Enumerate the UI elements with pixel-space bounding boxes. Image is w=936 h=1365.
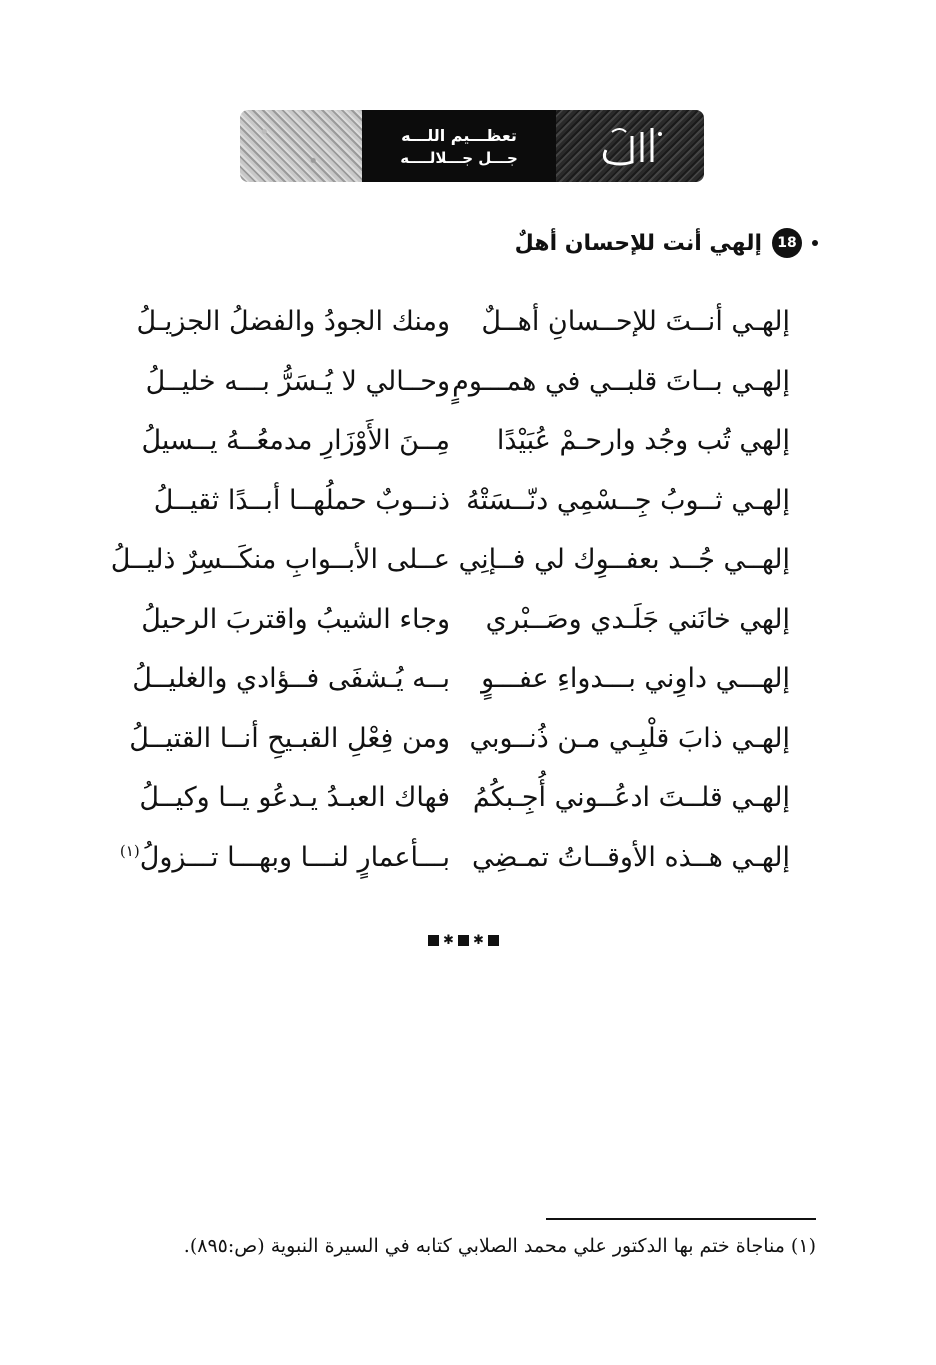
section-number-badge: 18 xyxy=(772,228,802,258)
poem-verse xyxy=(119,828,790,888)
verse-first-hemistich: إلهـي هــذه الأوقــاتُ تمـضِي xyxy=(472,841,790,873)
poem-verse xyxy=(132,649,790,709)
banner-decoration-right xyxy=(556,110,704,182)
allah-calligraphy-icon xyxy=(590,122,670,170)
poem-verse xyxy=(150,471,790,531)
poem-verse xyxy=(136,292,790,352)
poem-verse xyxy=(141,590,790,650)
verse-second-hemistich: ومن فِعْلِ القبـيحِ أنــا القتيــلُ xyxy=(129,722,450,754)
banner-decoration-left xyxy=(240,110,362,182)
section-separator xyxy=(428,935,499,946)
verse-second-hemistich: ذنــوبٌ حملُهــا أبــدًا ثقيــلُ xyxy=(153,484,450,516)
footnote-reference[interactable]: (١) xyxy=(119,841,140,860)
verse-second-hemistich: عــلى الأبــوابِ منكَــسِرٌ ذليــلُ xyxy=(110,544,450,576)
separator-star-icon: ✱ xyxy=(443,933,454,948)
separator-star-icon: ✱ xyxy=(473,933,484,948)
poem-verse xyxy=(129,709,790,769)
poem-verse xyxy=(145,352,790,412)
banner-title-line2: جـــل جـــلالــــه xyxy=(400,148,518,167)
verse-second-hemistich: وجاء الشيبُ واقتربَ الرحيلُ xyxy=(141,603,450,635)
verse-second-hemistich: بــه يُـشفَى فــؤادي والغليــلُ xyxy=(132,663,450,695)
verse-second-hemistich xyxy=(119,841,450,873)
verse-second-hemistich: ومنك الجودُ والفضلُ الجزيـلُ xyxy=(136,306,450,338)
poem-verse xyxy=(141,411,790,471)
separator-square xyxy=(488,935,499,946)
section-title: إلهي أنت للإحسان أهلٌ xyxy=(514,230,762,256)
banner-title-line1: تعظـــيم اللـــه xyxy=(401,125,517,145)
poem-verse xyxy=(139,768,790,828)
banner-title xyxy=(362,110,556,182)
verse-first-hemistich: إلهي خانَني جَلَـدي وصَــبْري xyxy=(485,603,790,635)
verse-first-hemistich: إلهـي ثــوبُ جِــسْمِي دنّــسَتْهُ xyxy=(466,484,790,516)
chapter-banner xyxy=(240,110,704,182)
verse-first-hemistich: إلهي تُب وجُد وارحـمْ عُبَيْدًا xyxy=(496,425,790,457)
poem xyxy=(110,292,790,887)
heading-dot xyxy=(812,240,818,246)
verse-first-hemistich: إلهـي قلــتَ ادعُــوني أُجِـبكُمُ xyxy=(472,782,790,814)
section-heading xyxy=(515,228,818,258)
separator-square xyxy=(458,935,469,946)
footnote: (١) مناجاة ختم بها الدكتور علي محمد الصلابي كتابه في السيرة النبوية (ص:٨٩٥). xyxy=(183,1235,816,1257)
verse-first-hemistich: إلهـي أنــتَ للإحــسانِ أهــلٌ xyxy=(481,306,790,338)
verse-first-hemistich: إلهـي ذابَ قلْبِـي مـن ذُنــوبي xyxy=(469,722,790,754)
verse-second-hemistich: مِــنَ الأَوْزَارِ مدمعُــهُ يــسيلُ xyxy=(141,425,450,457)
footnote-divider xyxy=(546,1218,816,1220)
verse-second-hemistich-text: بـــأعمارٍ لنـــا وبهـــا تـــزولُ xyxy=(139,841,450,873)
verse-first-hemistich: إلهـي بــاتَ قلبــي في همـــومٍ xyxy=(452,365,790,397)
verse-second-hemistich: وحــالي لا يُـسَرُّ بـــه خليــلُ xyxy=(145,365,450,397)
poem-verse xyxy=(110,530,790,590)
verse-second-hemistich: فهاك العبـدُ يـدعُو يــا وكيــلُ xyxy=(139,782,450,814)
separator-square xyxy=(428,935,439,946)
verse-first-hemistich: إلهـــي داوِني بـــدواءِ عفـــوٍ xyxy=(481,663,790,695)
verse-first-hemistich: إلهــي جُــد بعفــوِك لي فــإنِي xyxy=(458,544,790,576)
